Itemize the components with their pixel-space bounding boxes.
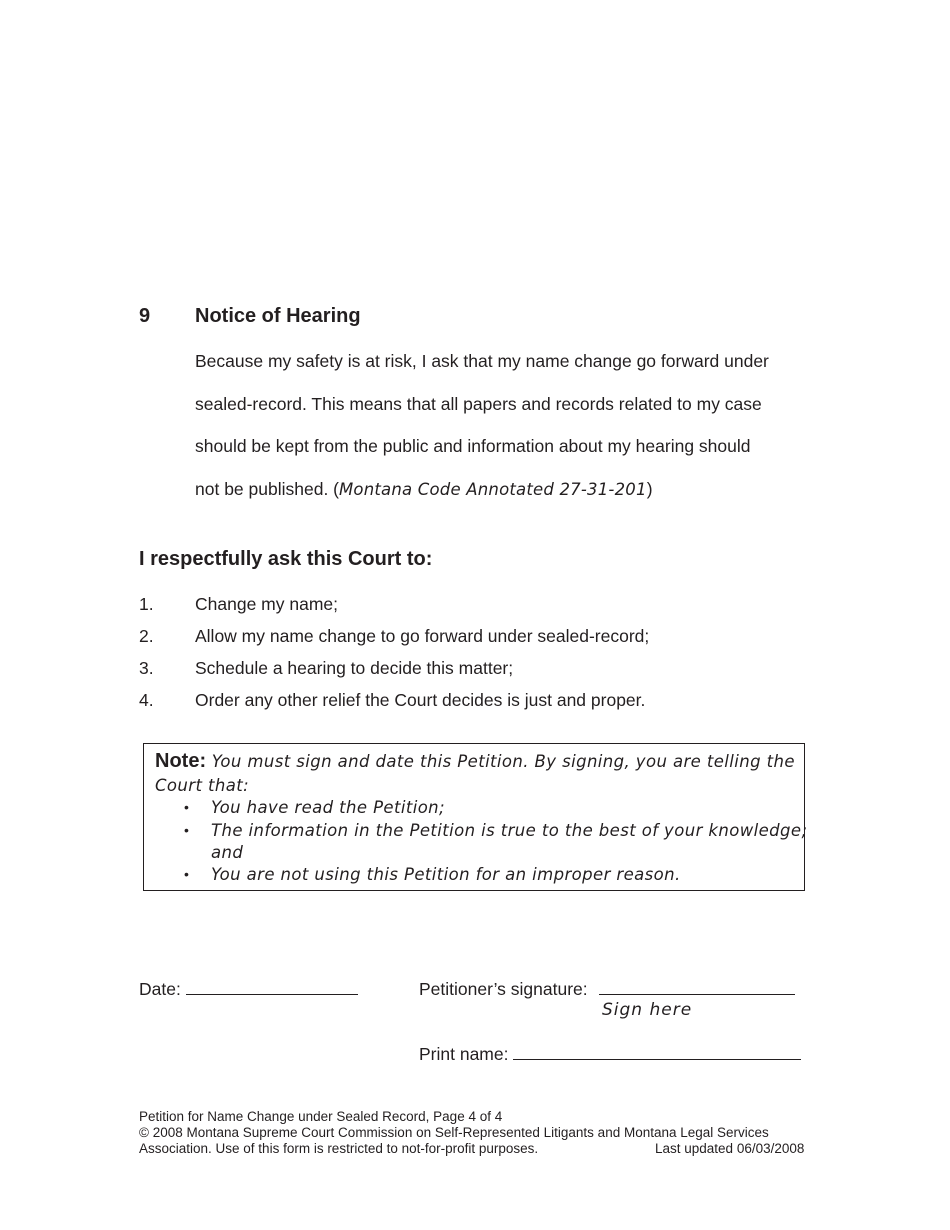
request-heading: I respectfully ask this Court to:	[139, 548, 433, 570]
note-bullet-text: The information in the Petition is true to the best of your knowledge;	[211, 821, 808, 840]
print-name-label: Print name:	[419, 1044, 509, 1064]
note-intro-line1: You must sign and date this Petition. By signing, you are telling the	[206, 752, 795, 771]
request-item-number: 3.	[139, 658, 154, 678]
code-citation: Montana Code Annotated 27-31-201	[339, 480, 647, 499]
sign-here-hint: Sign here	[602, 1000, 693, 1020]
note-bullet-text-continued: and	[211, 843, 244, 862]
note-intro	[155, 751, 795, 772]
signature-line[interactable]	[599, 993, 795, 995]
date-label: Date:	[139, 979, 181, 999]
body-line-2: sealed-record. This means that all papers and records related to my case	[195, 394, 762, 414]
petitioner-signature-label: Petitioner’s signature:	[419, 979, 588, 999]
body-line-3: should be kept from the public and information about my hearing should	[195, 436, 751, 456]
section-number: 9	[139, 305, 151, 327]
footer-last-updated: Last updated 06/03/2008	[655, 1141, 805, 1156]
petitioner-signature-field	[419, 979, 795, 1000]
body-line-4	[195, 479, 653, 500]
footer-usage: Association. Use of this form is restricted to not-for-profit purposes.	[139, 1141, 539, 1156]
request-item-number: 2.	[139, 626, 154, 646]
note-label: Note:	[155, 750, 207, 772]
print-name-line[interactable]	[513, 1058, 801, 1060]
body-line-4-suffix: )	[646, 479, 653, 499]
note-bullet-text: You have read the Petition;	[211, 798, 446, 817]
request-item-text: Schedule a hearing to decide this matter;	[195, 658, 514, 678]
footer-copyright: © 2008 Montana Supreme Court Commission on Self-Represented Litigants and Montana Legal Services	[139, 1125, 769, 1140]
body-line-1: Because my safety is at risk, I ask that my name change go forward under	[195, 351, 769, 371]
request-item-text: Change my name;	[195, 594, 338, 614]
note-intro-line2: Court that:	[155, 776, 250, 795]
bullet-icon: •	[184, 799, 189, 815]
print-name-field	[419, 1044, 801, 1065]
request-item-text: Order any other relief the Court decides is just and proper.	[195, 690, 646, 710]
section-title: Notice of Hearing	[195, 305, 361, 327]
footer-page-info: Petition for Name Change under Sealed Record, Page 4 of 4	[139, 1109, 503, 1124]
bullet-icon: •	[184, 822, 189, 838]
body-line-4-prefix: not be published. (	[195, 479, 339, 499]
request-item-text: Allow my name change to go forward under sealed-record;	[195, 626, 650, 646]
request-item-number: 4.	[139, 690, 154, 710]
date-field	[139, 979, 358, 1000]
bullet-icon: •	[184, 866, 189, 882]
date-line[interactable]	[186, 993, 358, 995]
request-item-number: 1.	[139, 594, 154, 614]
note-bullet-text: You are not using this Petition for an improper reason.	[211, 865, 681, 884]
